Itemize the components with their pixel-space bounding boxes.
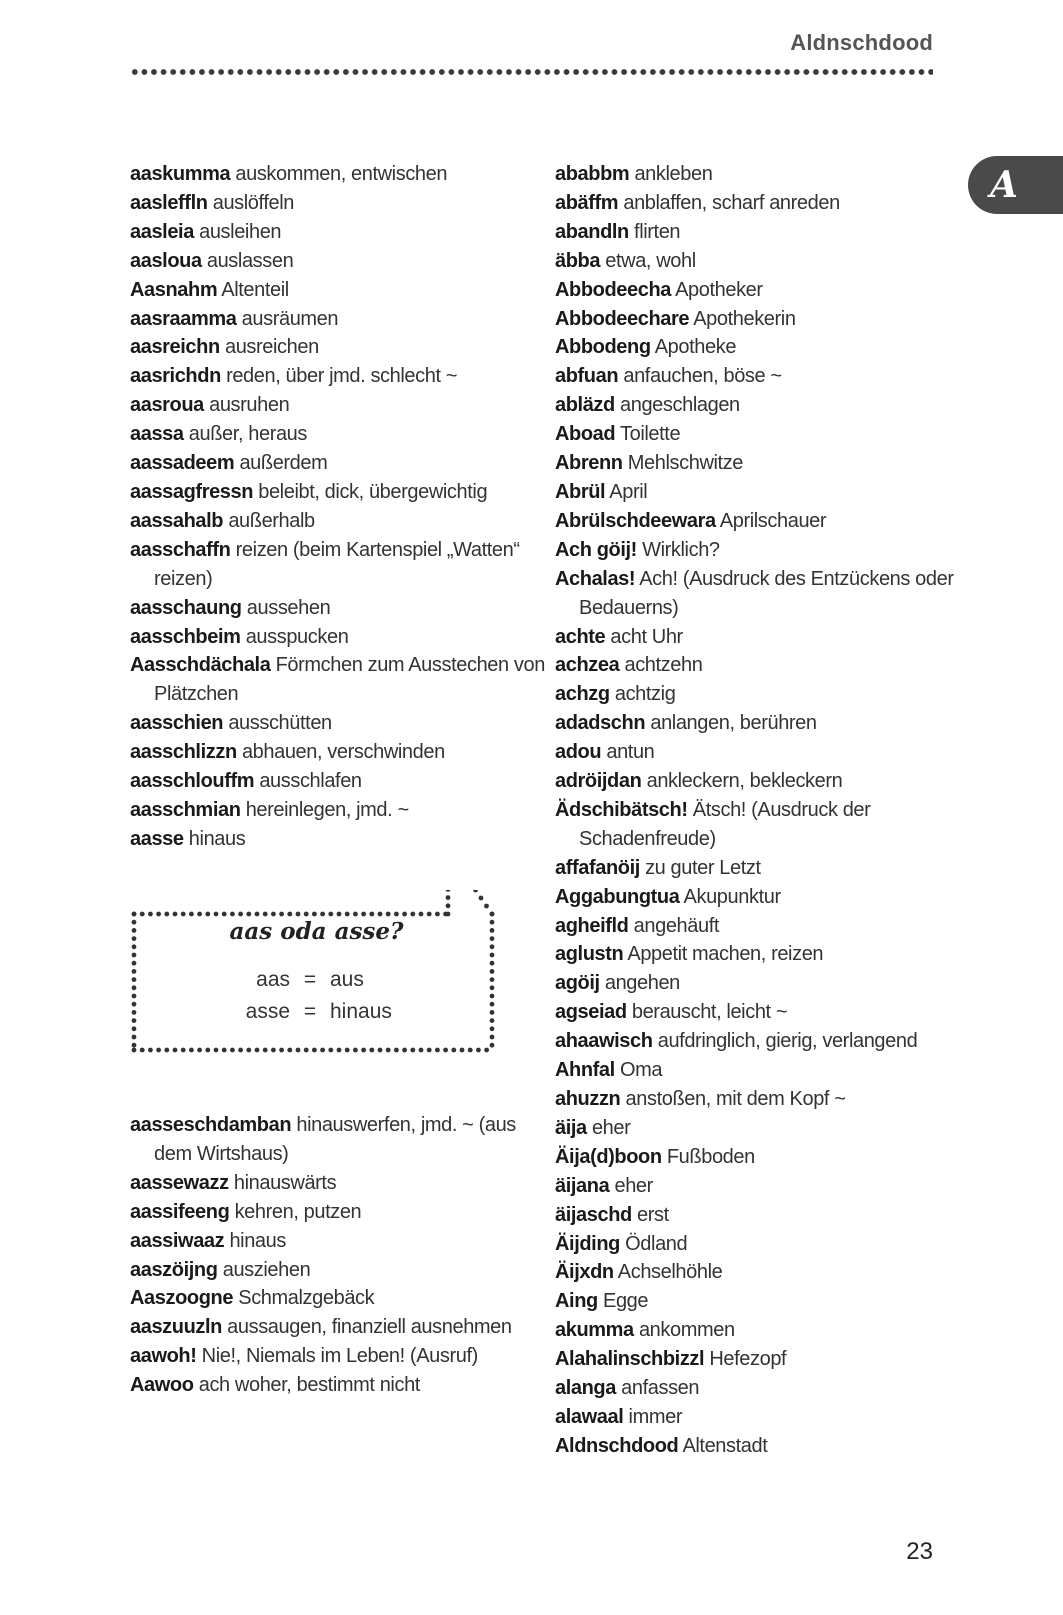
dictionary-entry [130,420,550,449]
entry-definition: etwa, wohl [605,249,696,272]
dictionary-entry [555,1403,955,1432]
entry-definition: anfassen [621,1377,700,1400]
thumb-index-tab [968,156,1063,214]
entry-headword: abfuan [555,365,619,388]
dictionary-entry [130,276,550,305]
dictionary-entry [555,449,955,478]
entry-definition: hinaus [229,1229,286,1252]
dictionary-entry [555,160,955,189]
entry-headword: ahuzzn [555,1088,621,1110]
dictionary-entry [555,1027,955,1056]
entry-definition: Altenteil [221,278,289,301]
running-head: Aldnschdood [790,30,933,55]
dictionary-entry [555,189,955,218]
entry-headword: alanga [555,1377,616,1400]
entry-headword: Abbodeecha [555,278,672,301]
dictionary-entry [555,565,955,623]
entry-headword: Ahnfal [555,1059,615,1082]
dictionary-entry [555,883,955,912]
dictionary-entry [130,767,550,796]
entry-definition: ach woher, bestimmt nicht [198,1374,420,1397]
entry-headword: aassifeeng [130,1200,230,1223]
entry-headword: agseiad [555,1001,627,1024]
entry-headword: aawoh! [130,1345,197,1368]
entry-definition: flirten [634,220,681,243]
entry-headword: Äijding [555,1232,620,1255]
dictionary-entry [130,247,550,276]
dictionary-entry [130,623,550,652]
entry-headword: aasschlouffm [130,770,255,793]
entry-definition: Akupunktur [683,885,781,908]
entry-definition: Egge [603,1290,649,1313]
entry-headword: akumma [555,1319,634,1342]
dictionary-entry [555,738,955,767]
thumb-index-letter: A [990,164,1018,206]
dictionary-entry [555,362,955,391]
entry-headword: Achalas! [555,567,636,590]
entry-headword: Abrenn [555,452,623,475]
entry-headword: Aggabungtua [555,885,680,908]
entry-headword: abläzd [555,394,615,417]
dictionary-entry [130,362,550,391]
entry-headword: Abbodeng [555,336,651,359]
entry-definition: hinauswärts [233,1171,337,1194]
entry-headword: adou [555,741,602,764]
dictionary-entry [130,738,550,767]
dictionary-entry [555,709,955,738]
entry-definition: Altenstadt [682,1434,768,1457]
entry-definition: auslöffeln [212,191,294,214]
dictionary-entry [555,1085,955,1114]
entry-definition: Achselhöhle [617,1261,723,1284]
entry-definition: berauscht, leicht ~ [631,1001,788,1024]
entry-definition: Nie!, Niemals im Leben! (Ausruf) [201,1345,478,1368]
entry-headword: aasschien [130,712,224,735]
dictionary-entry [130,218,550,247]
entry-definition: immer [628,1405,683,1428]
entry-definition: anlangen, berühren [650,712,817,735]
entry-definition: aussaugen, finanziell ausnehmen [227,1316,512,1339]
entry-headword: aassewazz [130,1171,229,1194]
dictionary-entry [555,391,955,420]
dictionary-entry [130,651,550,709]
dictionary-entry [130,1342,550,1371]
entry-definition: Hefezopf [709,1348,787,1371]
page-number: 23 [906,1538,933,1565]
entry-definition: hinaus [188,827,246,850]
dictionary-entry [555,276,955,305]
dictionary-entry [130,1169,550,1198]
entry-headword: Aing [555,1290,598,1313]
entry-definition: ankleckern, bekleckern [646,770,843,793]
entry-definition: Fußboden [666,1145,755,1168]
entry-definition: achtzehn [624,654,703,677]
info-box-meaning: aus [330,968,364,991]
dictionary-entry [555,1345,955,1374]
entry-headword: aasleia [130,220,194,243]
dictionary-entry [130,796,550,825]
dictionary-entry [555,1056,955,1085]
entry-headword: alawaal [555,1405,624,1428]
dictionary-entry [555,912,955,941]
entry-headword: Aawoo [130,1374,194,1397]
entry-headword: Alahalinschbizzl [555,1348,705,1371]
entry-headword: agöij [555,972,600,995]
entry-definition: reden, über jmd. schlecht ~ [226,365,458,388]
dictionary-entry [555,1201,955,1230]
entry-definition: acht Uhr [610,625,683,648]
entry-definition: abhauen, verschwinden [241,741,445,764]
dictionary-entry [130,1313,550,1342]
entry-headword: aasleffln [130,191,208,214]
info-box-equals: = [303,968,317,991]
entry-headword: aasroua [130,394,204,417]
dictionary-entry [130,333,550,362]
entry-headword: abandln [555,220,629,243]
dictionary-entry [555,767,955,796]
entry-definition: anblaffen, scharf anreden [623,191,840,214]
entry-headword: achzea [555,654,620,677]
entry-definition: auslassen [206,249,294,272]
dictionary-entry [130,507,550,536]
dictionary-entry [555,796,955,854]
dictionary-entry [555,1316,955,1345]
entry-headword: aasreichn [130,336,220,359]
entry-definition: Oma [620,1059,663,1082]
entry-definition: ausräumen [241,307,339,330]
entry-headword: aassadeem [130,452,235,475]
entry-definition: kehren, putzen [234,1200,362,1223]
entry-definition: April [609,480,648,503]
entry-definition: ausleihen [199,220,282,243]
entry-definition: ankleben [634,163,713,185]
dictionary-entry [130,1111,550,1169]
dictionary-entry [130,825,550,854]
entry-headword: äija [555,1116,587,1139]
dictionary-entry [130,478,550,507]
entry-definition: ausspucken [245,625,349,648]
entry-definition: ausziehen [222,1258,311,1281]
dictionary-entry [555,651,955,680]
info-box-row [230,1000,430,1024]
dictionary-entry [130,1227,550,1256]
entry-headword: ahaawisch [555,1030,653,1053]
entry-definition: auskommen, entwischen [235,163,448,185]
entry-headword: aasschaffn [130,538,231,561]
dictionary-entry [555,623,955,652]
dictionary-entry [555,969,955,998]
dictionary-entry [555,998,955,1027]
entry-headword: Ach göij! [555,538,637,561]
entry-headword: Abrülschdeewara [555,509,716,532]
dictionary-entry [130,536,550,594]
entry-headword: abäffm [555,191,619,214]
entry-definition: ausreichen [224,336,319,359]
entry-definition: beleibt, dick, übergewichtig [258,480,488,503]
entry-definition: außerdem [239,452,328,475]
entry-headword: aassiwaaz [130,1229,225,1252]
entry-headword: Äijxdn [555,1261,614,1284]
entry-headword: ababbm [555,163,630,185]
entry-headword: agheifld [555,914,629,937]
entry-headword: Abrül [555,480,606,503]
entry-headword: aasschlizzn [130,741,237,764]
entry-headword: adadschn [555,712,646,735]
entry-definition: Apotheker [675,278,763,301]
entry-definition: achtzig [614,683,676,706]
dictionary-entry [130,305,550,334]
dictionary-entry [555,1287,955,1316]
dictionary-entry [555,1230,955,1259]
info-box-term: asse [245,1000,290,1023]
info-box-title: aas oda asse? [229,918,404,945]
entry-headword: aaszöijng [130,1258,218,1281]
dictionary-entry [555,218,955,247]
entry-definition: angehäuft [633,914,720,937]
dictionary-entry [555,1172,955,1201]
entry-definition: Apothekerin [693,307,796,330]
entry-headword: adröijdan [555,770,642,793]
dictionary-entry [555,1258,955,1287]
dictionary-entry [555,854,955,883]
dictionary-entry [130,391,550,420]
dictionary-entry [555,333,955,362]
entry-headword: Ädschibätsch! [555,798,688,821]
entry-definition: Aprilschauer [719,509,827,532]
dictionary-entry [130,449,550,478]
entry-headword: achte [555,625,606,648]
info-box [130,890,503,1055]
dictionary-entry [555,940,955,969]
entry-definition: hereinlegen, jmd. ~ [245,798,409,821]
entry-definition: außerhalb [228,509,315,532]
entry-definition: ankommen [638,1319,735,1342]
dictionary-entry [555,507,955,536]
entry-headword: aasrichdn [130,365,221,388]
dictionary-entry [555,1374,955,1403]
dictionary-entry [555,1143,955,1172]
entry-definition: ausruhen [209,394,290,417]
dictionary-entry [555,478,955,507]
entry-definition: Ödland [625,1232,688,1255]
entry-headword: Äija(d)boon [555,1145,662,1168]
entry-definition: Schmalzgebäck [238,1287,375,1310]
entry-definition: Toilette [620,423,681,446]
entry-headword: aaskumma [130,163,231,185]
entry-headword: achzg [555,683,610,706]
info-box-meaning: hinaus [330,1000,392,1023]
entry-headword: Aaszoogne [130,1287,234,1310]
info-box-term: aas [256,968,290,991]
entry-definition: Apotheke [654,336,737,359]
entry-headword: affafanöij [555,856,640,879]
entry-definition: angeschlagen [620,394,740,417]
entry-headword: aglustn [555,943,624,966]
entry-headword: äbba [555,249,601,272]
entry-definition: aufdringlich, gierig, verlangend [657,1030,918,1053]
entry-definition: zu guter Letzt [645,856,761,879]
entry-headword: Abbodeechare [555,307,690,330]
dictionary-entry [555,1432,955,1461]
entry-definition: anfauchen, böse ~ [623,365,782,388]
dictionary-entry [555,420,955,449]
entry-definition: Ätsch! (Ausdruck der Schadenfreude) [579,798,871,850]
info-box-row [230,968,430,992]
dictionary-entry [130,709,550,738]
entry-definition: Appetit machen, reizen [627,943,824,966]
entry-definition: eher [591,1116,631,1139]
entry-headword: aassahalb [130,509,224,532]
dictionary-entry [555,680,955,709]
entry-headword: aasloua [130,249,202,272]
entry-headword: äijana [555,1174,610,1197]
entry-headword: aasraamma [130,307,237,330]
dictionary-entry [555,247,955,276]
dictionary-entry [130,189,550,218]
entry-definition: eher [614,1174,653,1197]
entry-definition: antun [606,741,655,764]
entry-headword: aaszuuzln [130,1316,222,1339]
dictionary-entry [130,1256,550,1285]
dictionary-entry [130,160,550,189]
entry-headword: aasschaung [130,596,242,619]
info-box-equals: = [303,1000,317,1023]
entry-headword: aasschmian [130,798,241,821]
dictionary-entry [130,1198,550,1227]
entry-definition: Wirklich? [642,538,720,561]
entry-definition: außer, heraus [188,423,308,446]
header-dotted-rule [130,68,933,76]
entry-definition: anstoßen, mit dem Kopf ~ [625,1088,846,1110]
entry-headword: aasse [130,827,184,850]
left-column-entries-top [130,160,550,854]
left-column-entries-bottom [130,1111,550,1400]
right-column-entries [555,160,955,1461]
entry-definition: ausschütten [228,712,332,735]
entry-definition: Ach! (Ausdruck des Entzückens oder Bedauerns) [579,567,954,619]
entry-headword: aasschbeim [130,625,241,648]
dictionary-entry [555,536,955,565]
entry-definition: erst [637,1203,669,1226]
entry-headword: Aboad [555,423,616,446]
entry-definition: Mehlschwitze [627,452,744,475]
entry-definition: aussehen [246,596,331,619]
dictionary-entry [555,305,955,334]
entry-definition: hinauswerfen, jmd. ~ (aus dem Wirtshaus) [154,1114,516,1165]
entry-definition: reizen (beim Kartenspiel „Watten“ reizen) [154,538,520,590]
dictionary-entry [130,1371,550,1400]
entry-definition: Förmchen zum Ausstechen von Plätzchen [154,654,545,706]
entry-headword: Aasschdächala [130,654,271,677]
entry-headword: äijaschd [555,1203,632,1226]
dictionary-entry [130,1284,550,1313]
entry-headword: Aasnahm [130,278,218,301]
entry-headword: aasseschdamban [130,1114,292,1136]
dictionary-entry [130,594,550,623]
dictionary-entry [555,1114,955,1143]
entry-definition: angehen [604,972,680,995]
entry-headword: aassa [130,423,184,446]
entry-headword: aassagfressn [130,480,254,503]
entry-definition: ausschlafen [259,770,362,793]
entry-headword: Aldnschdood [555,1434,679,1457]
